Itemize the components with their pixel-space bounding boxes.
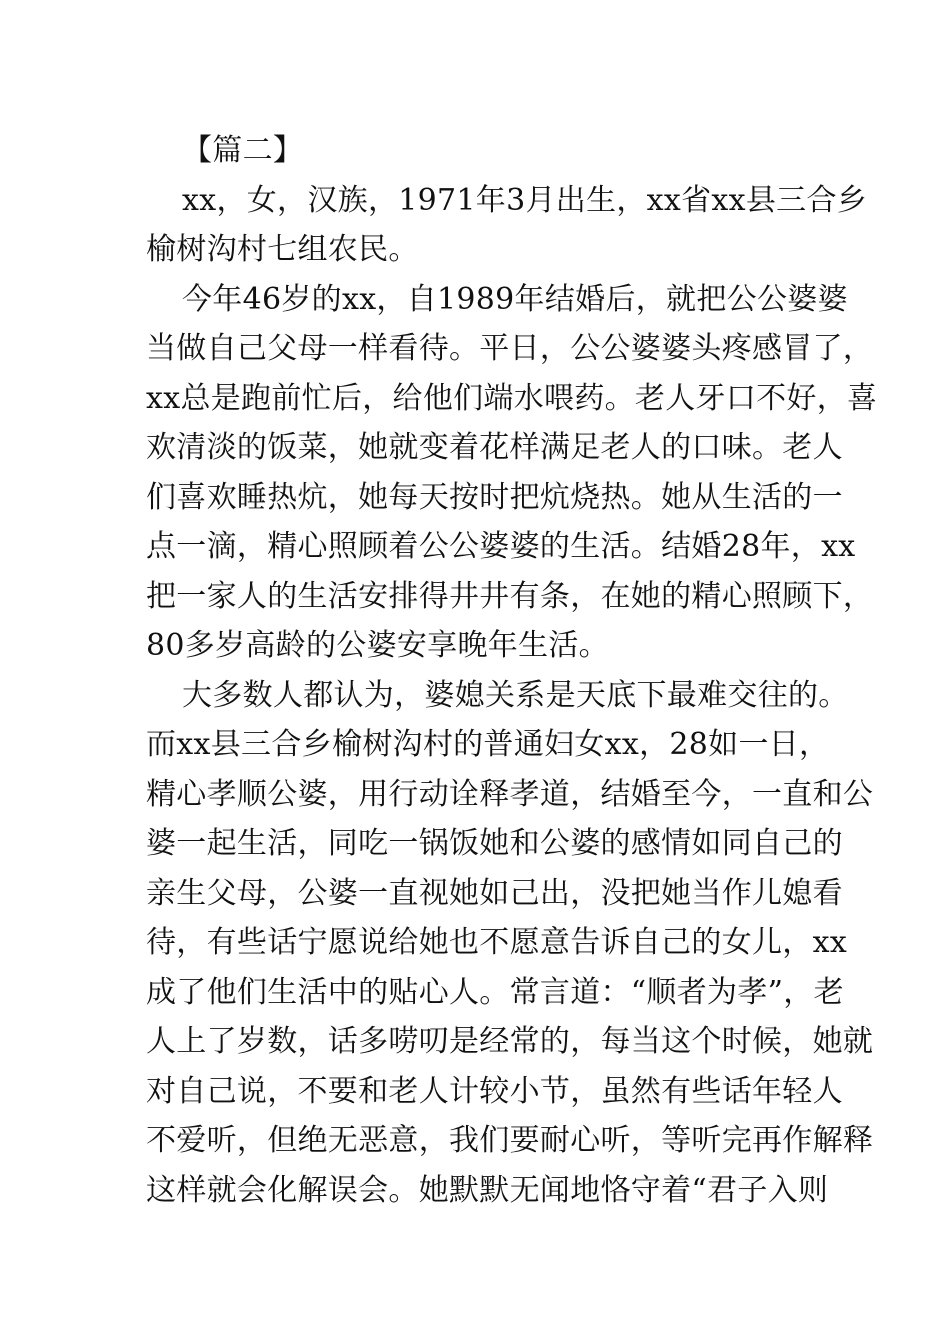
paragraph-3-line-3: 精心孝顺公婆，用行动诠释孝道，结婚至今，一直和公 xyxy=(146,776,874,812)
paragraph-3-line-2: 而xx县三合乡榆树沟村的普通妇女xx，28如一日， xyxy=(146,727,830,762)
paragraph-1-line-2: 榆树沟村七组农民。 xyxy=(146,232,419,267)
paragraph-2-line-5: 们喜欢睡热炕，她每天按时把炕烧热。她从生活的一 xyxy=(146,479,843,515)
paragraph-3-line-1: 大多数人都认为，婆媳关系是天底下最难交往的。 xyxy=(182,677,849,713)
document-body xyxy=(146,126,878,1215)
paragraph-3-line-7: 成了他们生活中的贴心人。常言道：“顺者为孝”，老 xyxy=(146,974,844,1010)
paragraph-3-line-4: 婆一起生活，同吃一锅饭她和公婆的感情如同自己的 xyxy=(146,826,843,861)
paragraph-2-line-1: 今年46岁的xx，自1989年结婚后，就把公公婆婆 xyxy=(182,281,848,317)
paragraph-3-line-9: 对自己说，不要和老人计较小节，虽然有些话年轻人 xyxy=(146,1073,843,1109)
paragraph-2 xyxy=(146,275,878,671)
paragraph-1-line-1: xx，女，汉族，1971年3月出生，xx省xx县三合乡 xyxy=(182,182,868,218)
paragraph-3-line-10: 不爱听，但绝无恶意，我们要耐心听，等听完再作解释 xyxy=(146,1123,874,1158)
section-heading: 【篇二】 xyxy=(182,133,304,168)
paragraph-3-line-5: 亲生父母，公婆一直视她如己出，没把她当作儿媳看 xyxy=(146,875,843,911)
paragraph-2-line-2: 当做自己父母一样看待。平日，公公婆婆头疼感冒了， xyxy=(146,331,874,366)
paragraph-2-line-7: 把一家人的生活安排得井井有条，在她的精心照顾下， xyxy=(146,578,874,614)
paragraph-3-line-8: 人上了岁数，话多唠叨是经常的，每当这个时候，她就 xyxy=(146,1024,874,1059)
paragraph-2-line-4: 欢清淡的饭菜，她就变着花样满足老人的口味。老人 xyxy=(146,430,843,465)
paragraph-3-line-11: 这样就会化解误会。她默默无闻地恪守着“君子入则 xyxy=(146,1172,829,1208)
paragraph-3-line-6: 待，有些话宁愿说给她也不愿意告诉自己的女儿，xx xyxy=(146,925,848,960)
paragraph-2-line-8: 80多岁高龄的公婆安享晚年生活。 xyxy=(146,628,609,663)
paragraph-2-line-3: xx总是跑前忙后，给他们端水喂药。老人牙口不好，喜 xyxy=(146,380,878,416)
paragraph-2-line-6: 点一滴，精心照顾着公公婆婆的生活。结婚28年，xx xyxy=(146,529,856,564)
paragraph-3 xyxy=(146,671,874,1216)
paragraph-1 xyxy=(146,176,868,275)
